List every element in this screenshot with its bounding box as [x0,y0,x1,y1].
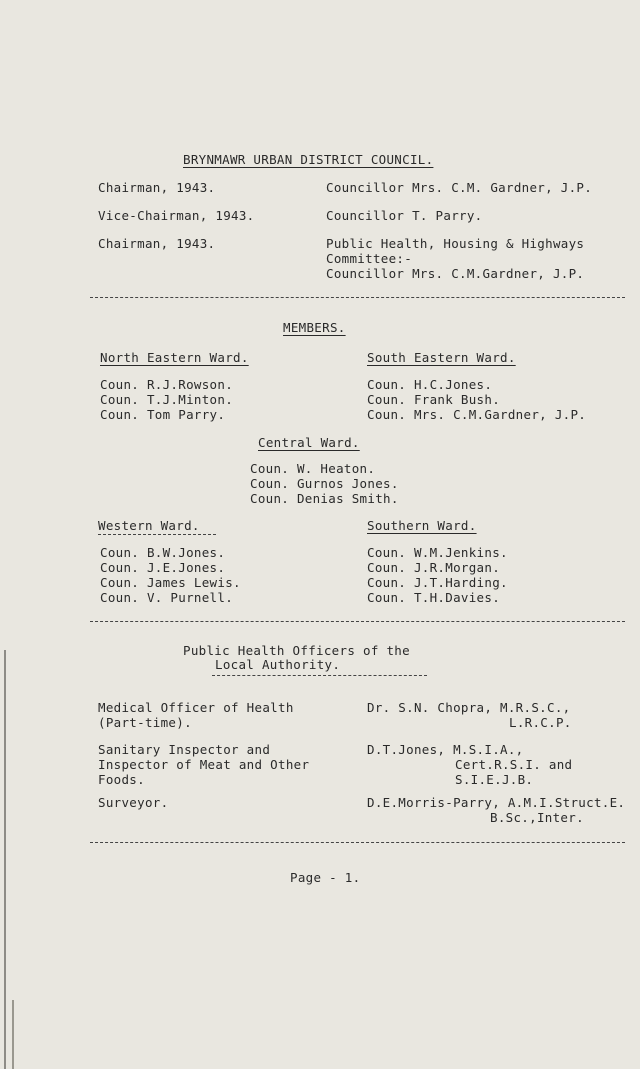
ward-member: Coun. J.T.Harding. [367,575,508,590]
officer-name: D.T.Jones, M.S.I.A., [367,742,524,757]
officer-name: Dr. S.N. Chopra, M.R.S.C., [367,700,571,715]
ward-heading: North Eastern Ward. [100,350,249,365]
official-value: Councillor T. Parry. [326,208,483,223]
section-divider [90,621,625,622]
ward-member: Coun. W.M.Jenkins. [367,545,508,560]
members-heading: MEMBERS. [283,320,346,335]
ward-member: Coun. T.H.Davies. [367,590,501,605]
ward-member: Coun. B.W.Jones. [100,545,226,560]
ward-member: Coun. V. Purnell. [100,590,234,605]
officer-role: Surveyor. [98,795,169,810]
ward-member: Coun. J.E.Jones. [100,560,226,575]
officers-heading-line2: Local Authority. [215,657,341,672]
ward-member: Coun. James Lewis. [100,575,241,590]
section-divider [90,842,625,843]
ward-member: Coun. H.C.Jones. [367,377,493,392]
official-role: Chairman, 1943. [98,180,216,195]
ward-member: Coun. Denias Smith. [250,491,399,506]
binding-edge [4,650,6,1069]
ward-member: Coun. Mrs. C.M.Gardner, J.P. [367,407,587,422]
officer-qualification: S.I.E.J.B. [455,772,534,787]
section-divider [90,297,625,298]
official-value: Councillor Mrs. C.M. Gardner, J.P. [326,180,593,195]
officers-heading-underline [212,675,427,676]
officer-role-line2: Inspector of Meat and Other [98,757,310,772]
official-value: Public Health, Housing & Highways [326,236,585,251]
binding-edge-inner [12,1000,14,1069]
document-title: BRYNMAWR URBAN DISTRICT COUNCIL. [183,152,434,167]
ward-member: Coun. T.J.Minton. [100,392,234,407]
officer-qualification: L.R.C.P. [509,715,572,730]
official-value-line2: Committee:- [326,251,413,266]
ward-heading: Western Ward. [98,518,200,533]
ward-heading: Central Ward. [258,435,360,450]
ward-heading: South Eastern Ward. [367,350,516,365]
page-number: Page - 1. [290,870,361,885]
officer-qualification: Cert.R.S.I. and [455,757,573,772]
officer-name: D.E.Morris-Parry, A.M.I.Struct.E. [367,795,626,810]
officer-role-line3: Foods. [98,772,145,787]
official-role: Chairman, 1943. [98,236,216,251]
ward-member: Coun. W. Heaton. [250,461,376,476]
officer-role-line2: (Part-time). [98,715,192,730]
officer-role: Sanitary Inspector and [98,742,271,757]
ward-heading-underline [98,534,216,535]
officer-qualification: B.Sc.,Inter. [490,810,584,825]
ward-member: Coun. Frank Bush. [367,392,501,407]
ward-heading: Southern Ward. [367,518,477,533]
ward-member: Coun. J.R.Morgan. [367,560,501,575]
official-role: Vice-Chairman, 1943. [98,208,255,223]
official-value-line3: Councillor Mrs. C.M.Gardner, J.P. [326,266,585,281]
officer-role: Medical Officer of Health [98,700,294,715]
officers-heading-line1: Public Health Officers of the [183,643,410,658]
ward-member: Coun. Tom Parry. [100,407,226,422]
ward-member: Coun. R.J.Rowson. [100,377,234,392]
ward-member: Coun. Gurnos Jones. [250,476,399,491]
